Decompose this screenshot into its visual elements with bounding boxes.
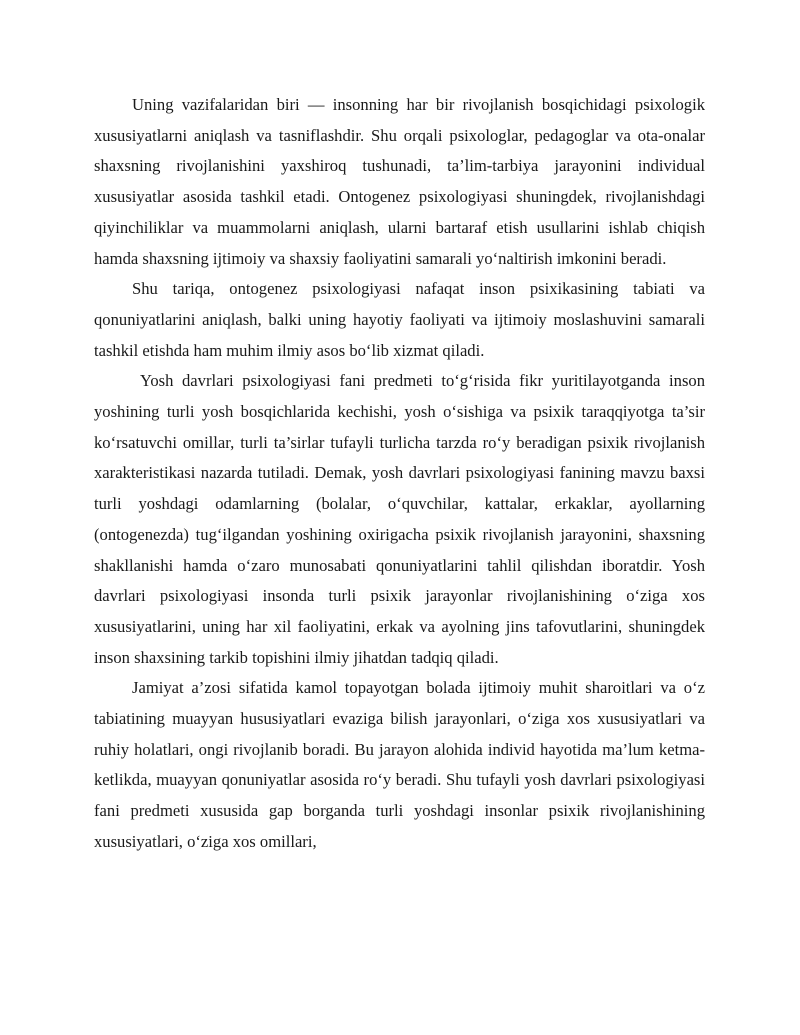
document-body: [94, 90, 705, 858]
paragraph-2: Shu tariqa, ontogenez psixologiyasi nafaqat inson psixikasining tabiati va qonuniyatlarini aniqlash, balki uning hayotiy faoliyati va ijtimoiy moslashuvini samarali tashkil etishda ham muhim ilmiy asos bo‘lib xizmat qiladi.: [94, 279, 705, 360]
paragraph-1: Uning vazifalaridan biri — insonning har bir rivojlanish bosqichidagi psixologik xususiyatlarni aniqlash va tasniflashdir. Shu orqali psixologlar, pedagoglar va ota-onalar shaxsning rivojlanishini yaxshiroq tushunadi, ta’lim-tarbiya jarayonini individual xususiyatlar asosida tashkil etadi. Ontogenez psixologiyasi shuningdek, rivojlanishdagi qiyinchiliklar va muammolarni aniqlash, ularni bartaraf etish usullarini ishlab chiqish hamda shaxsning ijtimoiy va shaxsiy faoliyatini samarali yo‘naltirish imkonini beradi.: [94, 95, 705, 268]
paragraph-4: Jamiyat a’zosi sifatida kamol topayotgan bolada ijtimoiy muhit sharoitlari va o‘z tabiatining muayyan hususiyatlari evaziga bilish jarayonlari, o‘ziga xos xususiyatlari va ruhiy holatlari, ongi rivojlanib boradi. Bu jarayon alohida individ hayotida ma’lum ketma-ketlikda, muayyan qonuniyatlar asosida ro‘y beradi. Shu tufayli yosh davrlari psixologiyasi fani predmeti xususida gap borganda turli yoshdagi insonlar psixik rivojlanishining xususiyatlari, o‘ziga xos omillari,: [94, 678, 705, 851]
paragraph-3: Yosh davrlari psixologiyasi fani predmeti to‘g‘risida fikr yuritilayotganda inson yoshining turli yosh bosqichlarida kechishi, yosh o‘sishiga va psixik taraqqiyotga ta’sir ko‘rsatuvchi omillar, turli ta’sirlar tufayli turlicha tarzda ro‘y beradigan psixik rivojlanish xarakteristikasi nazarda tutiladi. Demak, yosh davrlari psixologiyasi fanining mavzu baxsi turli yoshdagi odamlarning (bolalar, o‘quvchilar, kattalar, erkaklar, ayollarning (ontogenezda) tug‘ilgandan yoshining oxirigacha psixik rivojlanish jarayonini, shaxsning shakllanishi hamda o‘zaro munosabati qonuniyatlarini tahlil qilishdan iboratdir. Yosh davrlari psixologiyasi insonda turli psixik jarayonlar rivojlanishining o‘ziga xos xususiyatlarini, uning har xil faoliyatini, erkak va ayolning jins tafovutlarini, shuningdek inson shaxsining tarkib topishini ilmiy jihatdan tadqiq qiladi.: [94, 371, 705, 667]
